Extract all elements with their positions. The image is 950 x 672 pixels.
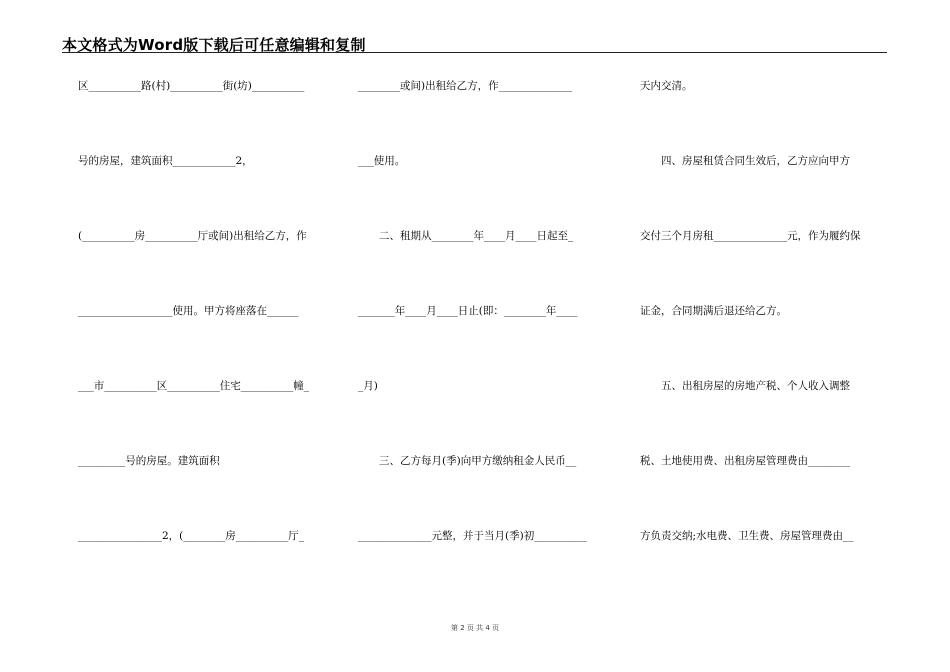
text-line: ________或间)出租给乙方，作______________	[358, 80, 573, 92]
text-line: _________号的房屋。建筑面积	[78, 455, 220, 467]
text-line: 五、出租房屋的房地产税、个人收入调整	[640, 380, 850, 392]
page-number: 第 2 页 共 4 页	[450, 624, 500, 632]
text-line: 天内交清。	[640, 80, 693, 92]
text-line: __________________使用。甲方将座落在______	[78, 305, 299, 317]
text-line: ___市__________区__________住宅__________幢_	[78, 380, 309, 392]
text-line: _______年____月____日止(即：________年____	[358, 305, 578, 317]
text-line: 税、土地使用费、出租房屋管理费由________	[640, 455, 850, 467]
text-line: 二、租期从________年____月____日起至_	[358, 230, 574, 242]
text-line: 方负责交纳;水电费、卫生费、房屋管理费由__	[640, 530, 854, 542]
text-line: 交付三个月房租______________元，作为履约保	[640, 230, 861, 242]
text-line: 四、房屋租赁合同生效后，乙方应向甲方	[640, 155, 850, 167]
text-line: 证金，合同期满后退还给乙方。	[640, 305, 787, 317]
text-line: 区__________路(村)__________街(坊)__________	[78, 80, 305, 92]
document-header-title: 本文格式为Word版下载后可任意编辑和复制	[62, 36, 366, 54]
text-line: ________________2，(________房__________厅_	[78, 530, 305, 542]
text-line: 三、乙方每月(季)向甲方缴纳租金人民币__	[358, 455, 577, 467]
text-line: (__________房__________厅或间)出租给乙方，作	[78, 230, 307, 242]
header-rule	[62, 52, 887, 53]
text-line: ______________元整，并于当月(季)初__________	[358, 530, 587, 542]
text-line: ___使用。	[358, 155, 406, 167]
text-line: 号的房屋，建筑面积____________2，	[78, 155, 253, 167]
text-line: _月)	[358, 380, 378, 392]
